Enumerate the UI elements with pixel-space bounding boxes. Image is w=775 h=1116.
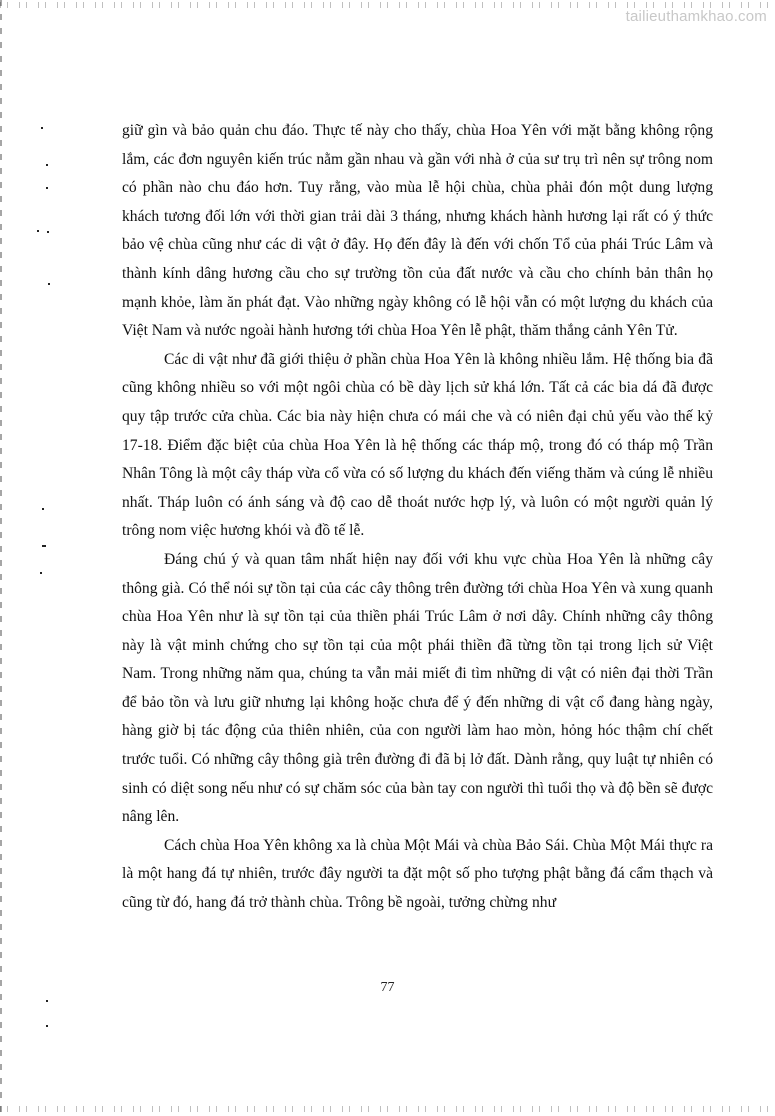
paragraph-1: giữ gìn và bảo quản chu đáo. Thực tế này cho thấy, chùa Hoa Yên với mặt bằng không rộng lắm, các đơn nguyên kiến trúc nằm gần nhau và gần với nhà ở của sư trụ trì nên sự trông nom có phần nào chu đáo hơn. Tuy rằng, vào mùa lễ hội chùa, chùa phải đón một dung lượng khách tương đối lớn với thời gian trải dài 3 tháng, nhưng khách hành hương lại rất có ý thức bảo vệ chùa cũng như các di vật ở đây. Họ đến đây là đến với chốn Tổ của phái Trúc Lâm và thành kính dâng hương cầu cho sự trường tồn của đất nước và cầu cho chính bản thân họ mạnh khỏe, làm ăn phát đạt. Vào những ngày không có lễ hội vẫn có một lượng du khách của Việt Nam và nước ngoài hành hương tới chùa Hoa Yên lễ phật, thăm thắng cảnh Yên Tử. [122,122,713,340]
page-number: 77 [380,980,395,995]
scan-edge-bottom [0,1106,775,1112]
paragraph-4: Cách chùa Hoa Yên không xa là chùa Một Mái và chùa Bảo Sái. Chùa Một Mái thực ra là một hang đá tự nhiên, trước đây người ta đặt một số pho tượng phật bằng đá cẩm thạch và cũng từ đó, hang đá trở thành chùa. Trông bề ngoài, tưởng chừng như [122,836,713,912]
scan-margin-specks [0,0,80,1116]
document-body [122,117,713,918]
paragraph-2: Các di vật như đã giới thiệu ở phần chùa Hoa Yên là không nhiều lắm. Hệ thống bia đã cũng không nhiều so với một ngôi chùa có bề dày lịch sử khá lớn. Tất cả các bia dá đã được quy tập trước cửa chùa. Các bia này hiện chưa có mái che và có niên đại chủ yếu vào thế kỷ 17-18. Điểm đặc biệt của chùa Hoa Yên là hệ thống các tháp mộ, trong đó có tháp mộ Trần Nhân Tông là một cây tháp vừa cổ vừa có số lượng du khách đến viếng thăm và cúng lễ nhiều nhất. Tháp luôn có ánh sáng và độ cao dễ thoát nước hợp lý, và luôn có một người quản lý trông nom việc hương khói và đồ tế lễ. [122,350,713,540]
paragraph-3: Đáng chú ý và quan tâm nhất hiện nay đối với khu vực chùa Hoa Yên là những cây thông già. Có thể nói sự tồn tại của các cây thông trên đường tới chùa Hoa Yên và xung quanh chùa Hoa Yên như là sự tồn tại của thiền phái Trúc Lâm ở nơi dây. Chính những cây thông này là vật minh chứng cho sự tồn tại của một phái thiền đã từng tồn tại trong lịch sử Việt Nam. Trong những năm qua, chúng ta vẫn mải miết đi tìm những di vật có niên đại thời Trần để bảo tồn và lưu giữ nhưng lại không hoặc chưa để ý đến những di vật cổ đang hàng ngày, hàng giờ bị tác động của thiên nhiên, của con người làm hao mòn, hỏng hóc thậm chí chết trước tuổi. Có những cây thông già trên đường đi đã bị lở đất. Dành rằng, quy luật tự nhiên có sinh có diệt song nếu như có sự chăm sóc của bàn tay con người thì tuổi thọ và độ bền sẽ được nâng lên. [122,550,713,826]
watermark: tailieuthamkhao.com [625,8,767,25]
